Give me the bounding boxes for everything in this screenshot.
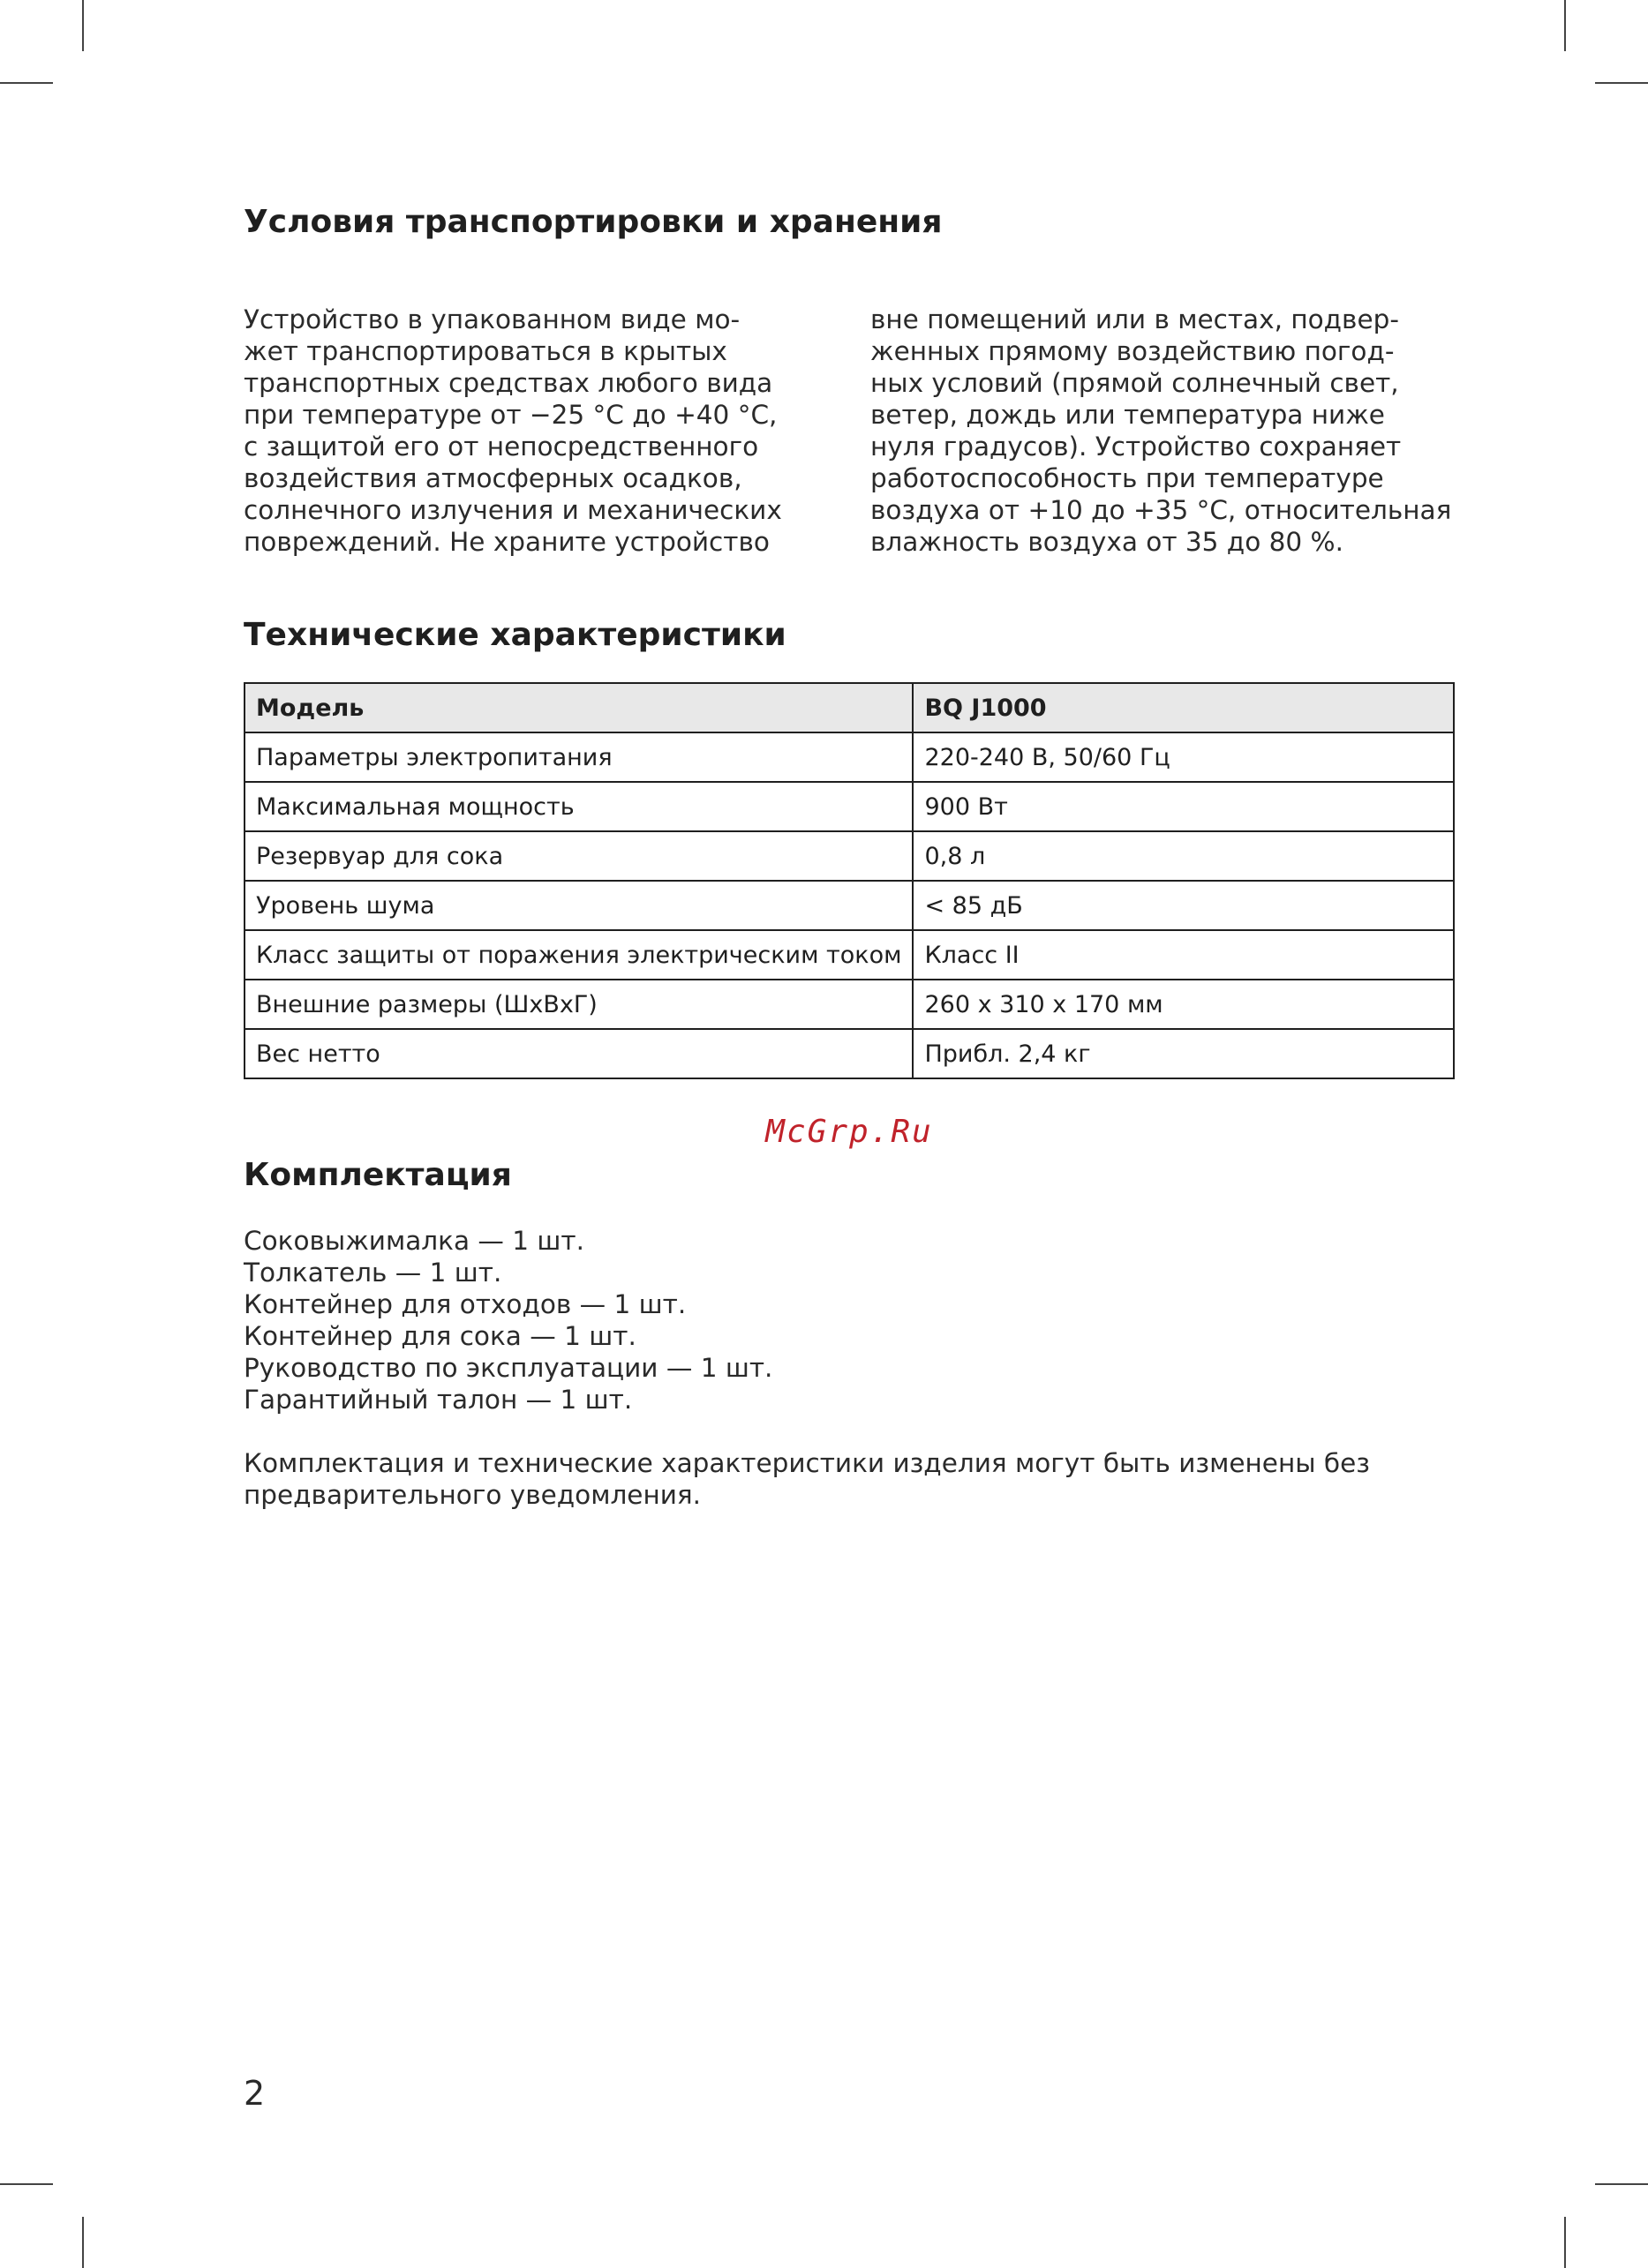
text-line: работоспособность при температуре [870,463,1384,493]
table-cell-value: Прибл. 2,4 кг [913,1029,1454,1078]
list-item: Соковыжималка — 1 шт. [244,1226,584,1256]
text-line: Комплектация и технические характеристики изделия могут быть изменены без [244,1448,1370,1478]
text-line: нуля градусов). Устройство сохраняет [870,432,1402,462]
section-title-transport: Условия транспортировки и хранения [244,204,943,240]
table-cell-param: Параметры электропитания [245,732,913,782]
section-title-specs: Технические характеристики [244,617,786,653]
section-title-kit: Комплектация [244,1157,512,1193]
list-item: Контейнер для отходов — 1 шт. [244,1289,687,1319]
text-line: вне помещений или в местах, подвер- [870,304,1399,334]
table-cell-param: Внешние размеры (ШхВхГ) [245,980,913,1029]
text-line: предварительного уведомления. [244,1480,702,1510]
crop-mark [1564,0,1566,51]
text-line: жет транспортироваться в крытых [244,336,727,366]
table-cell-param: Уровень шума [245,881,913,930]
text-line: ных условий (прямой солнечный свет, [870,368,1399,398]
table-row [245,930,1454,980]
kit-note [244,1447,1370,1511]
watermark: McGrp.Ru [765,1114,933,1150]
crop-mark [1564,2217,1566,2268]
text-line: при температуре от −25 °С до +40 °С, [244,400,778,430]
crop-mark [82,2217,84,2268]
text-line: Устройство в упакованном виде мо- [244,304,741,334]
table-cell-value: 260 x 310 x 170 мм [913,980,1454,1029]
table-cell-value: 900 Вт [913,782,1454,831]
table-cell-value: < 85 дБ [913,881,1454,930]
table-cell-param: Резервуар для сока [245,831,913,881]
crop-mark [82,0,84,51]
table-row [245,782,1454,831]
text-line: женных прямому воздействию погод- [870,336,1395,366]
list-item: Руководство по эксплуатации — 1 шт. [244,1353,773,1383]
text-line: воздуха от +10 до +35 °С, относительная [870,495,1452,525]
table-header-cell: BQ J1000 [913,683,1454,732]
crop-mark [0,82,53,84]
table-cell-value: 0,8 л [913,831,1454,881]
list-item: Гарантийный талон — 1 шт. [244,1385,633,1415]
table-row [245,980,1454,1029]
crop-mark [0,2183,53,2185]
table-header-cell: Модель [245,683,913,732]
crop-mark [1595,2183,1648,2185]
page-number: 2 [244,2074,266,2113]
list-item: Толкатель — 1 шт. [244,1258,502,1288]
transport-text-right [870,304,1471,558]
kit-list [244,1225,772,1416]
text-line: повреждений. Не храните устройство [244,527,770,557]
text-line: с защитой его от непосредственного [244,432,759,462]
list-item: Контейнер для сока — 1 шт. [244,1321,636,1351]
text-line: транспортных средствах любого вида [244,368,773,398]
text-line: солнечного излучения и механических [244,495,782,525]
table-cell-param: Максимальная мощность [245,782,913,831]
table-row [245,1029,1454,1078]
table-cell-param: Класс защиты от поражения электрическим током [245,930,913,980]
table-cell-value: 220-240 В, 50/60 Гц [913,732,1454,782]
crop-mark [1595,82,1648,84]
table-header-row [245,683,1454,732]
transport-text-left [244,304,844,558]
table-row [245,881,1454,930]
specs-table [244,682,1455,1079]
table-row [245,732,1454,782]
text-line: воздействия атмосферных осадков, [244,463,742,493]
table-cell-param: Вес нетто [245,1029,913,1078]
table-row [245,831,1454,881]
table-cell-value: Класс II [913,930,1454,980]
text-line: ветер, дождь или температура ниже [870,400,1385,430]
text-line: влажность воздуха от 35 до 80 %. [870,527,1343,557]
